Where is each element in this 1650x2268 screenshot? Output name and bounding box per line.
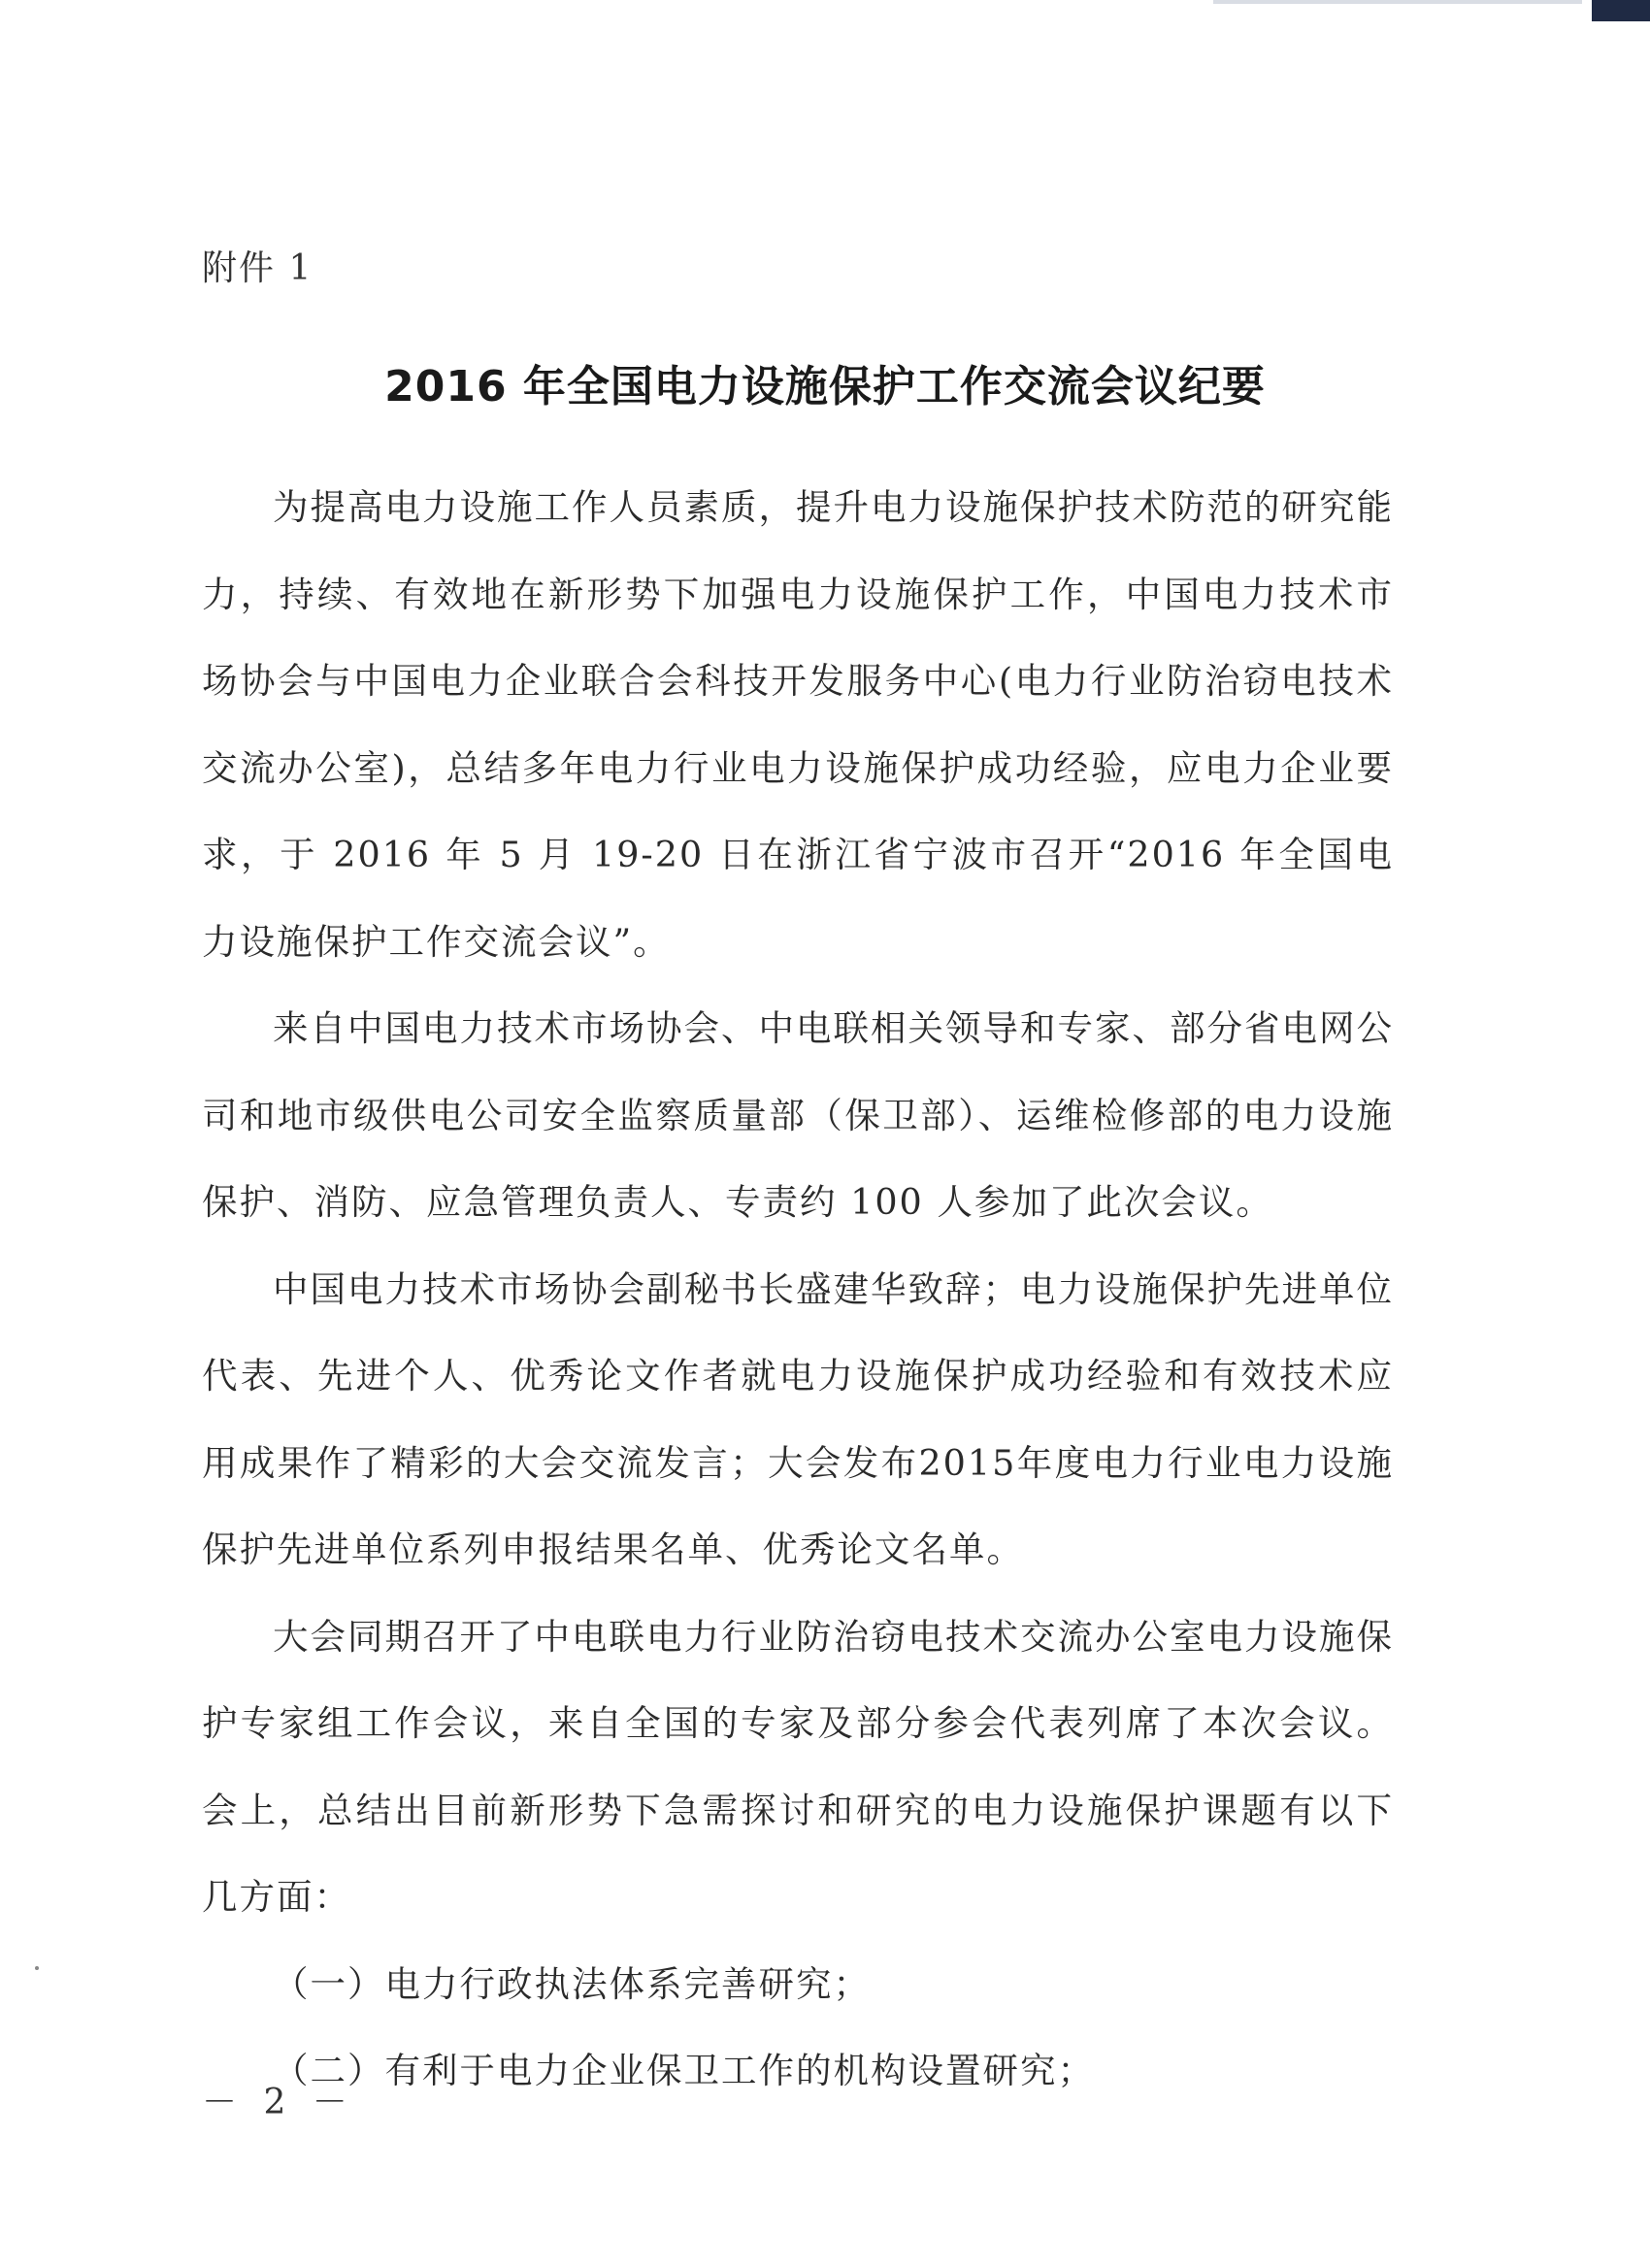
scan-speck: [35, 1966, 39, 1970]
document-body: [202, 464, 1394, 2115]
scan-edge-mark: [1592, 0, 1650, 21]
page-number: － 2 －: [202, 2083, 355, 2122]
topic-list-item: （二）有利于电力企业保卫工作的机构设置研究；: [273, 2050, 1095, 2091]
body-paragraph: 大会同期召开了中电联电力行业防治窃电技术交流办公室电力设施保护专家组工作会议，来自全国的专家及部分参会代表列席了本次会议。会上，总结出目前新形势下急需探讨和研究的电力设施保护课题有以下几方面：: [202, 1615, 1394, 1918]
body-paragraph: 来自中国电力技术市场协会、中电联相关领导和专家、部分省电网公司和地市级供电公司安全监察质量部（保卫部）、运维检修部的电力设施保护、消防、应急管理负责人、专责约 100 人参加了此次会议。: [202, 1007, 1394, 1223]
body-paragraph: 为提高电力设施工作人员素质，提升电力设施保护技术防范的研究能力，持续、有效地在新形势下加强电力设施保护工作，中国电力技术市场协会与中国电力企业联合会科技开发服务中心(电力行业防治窃电技术交流办公室)，总结多年电力行业电力设施保护成功经验，应电力企业要求，于 2016 年 5 月 19-20 日在浙江省宁波市召开“2016 年全国电力设施保护工作交流会议”。: [202, 486, 1394, 963]
attachment-label: 附件 1: [202, 248, 314, 288]
document-title: 2016 年全国电力设施保护工作交流会议纪要: [384, 362, 1266, 411]
topic-list-item: （一）电力行政执法体系完善研究；: [273, 1962, 871, 2005]
scan-edge-line: [1213, 0, 1582, 4]
body-paragraph: 中国电力技术市场协会副秘书长盛建华致辞；电力设施保护先进单位代表、先进个人、优秀论文作者就电力设施保护成功经验和有效技术应用成果作了精彩的大会交流发言；大会发布2015年度电力行业电力设施保护先进单位系列申报结果名单、优秀论文名单。: [202, 1267, 1394, 1570]
